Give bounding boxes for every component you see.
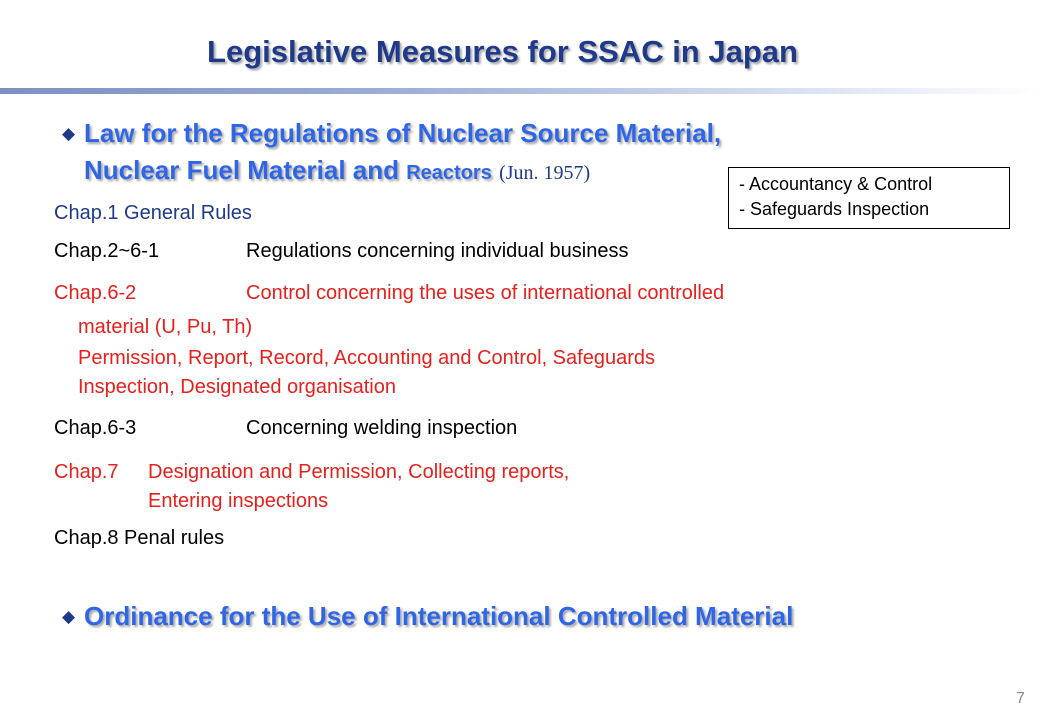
law-title-line2-main: Nuclear Fuel Material and [84,155,407,185]
chapter-1: Chap.1 General Rules [54,202,252,224]
bullet-diamond-icon: ◆ [62,124,76,143]
law-title-reactors: Reactors [406,162,492,184]
bullet-diamond-icon: ◆ [62,607,76,626]
law-date: (Jun. 1957) [499,162,591,184]
chapter-6-3-label: Chap.6-3 [54,417,137,439]
chapter-2-6-1-text: Regulations concerning individual business [246,240,629,262]
ordinance-title: Ordinance for the Use of International Controlled Material [84,601,794,631]
chapter-6-2 [54,279,904,307]
chapter-6-2-line3: Permission, Report, Record, Accounting and Control, Safeguards [78,347,655,369]
law-title-line1: Law for the Regulations of Nuclear Source Material, [84,118,722,148]
chapter-7-label: Chap.7 [54,461,119,483]
chapter-6-2-line2: material (U, Pu, Th) [78,316,253,338]
chapter-6-2-text: Control concerning the uses of international controlled [246,282,725,304]
chapter-6-3-text: Concerning welding inspection [246,417,518,439]
chapter-7-line2: Entering inspections [148,490,329,512]
law-title-line2 [84,155,590,188]
chapter-6-3 [54,414,854,442]
chapter-6-2-label: Chap.6-2 [54,282,137,304]
note-line-1: - Accountancy & Control [739,174,933,194]
chapter-8: Chap.8 Penal rules [54,527,225,549]
title-divider [0,88,1040,94]
note-line-2: - Safeguards Inspection [739,199,930,219]
chapter-7 [54,458,854,486]
note-box [728,167,1010,229]
chapter-7-text: Designation and Permission, Collecting reports, [148,461,570,483]
chapter-2-6-1 [54,237,854,265]
chapter-2-6-1-label: Chap.2~6-1 [54,240,160,262]
slide-title: Legislative Measures for SSAC in Japan [207,34,798,69]
chapter-6-2-line4: Inspection, Designated organisation [78,376,396,398]
page-number: 7 [1016,690,1025,707]
